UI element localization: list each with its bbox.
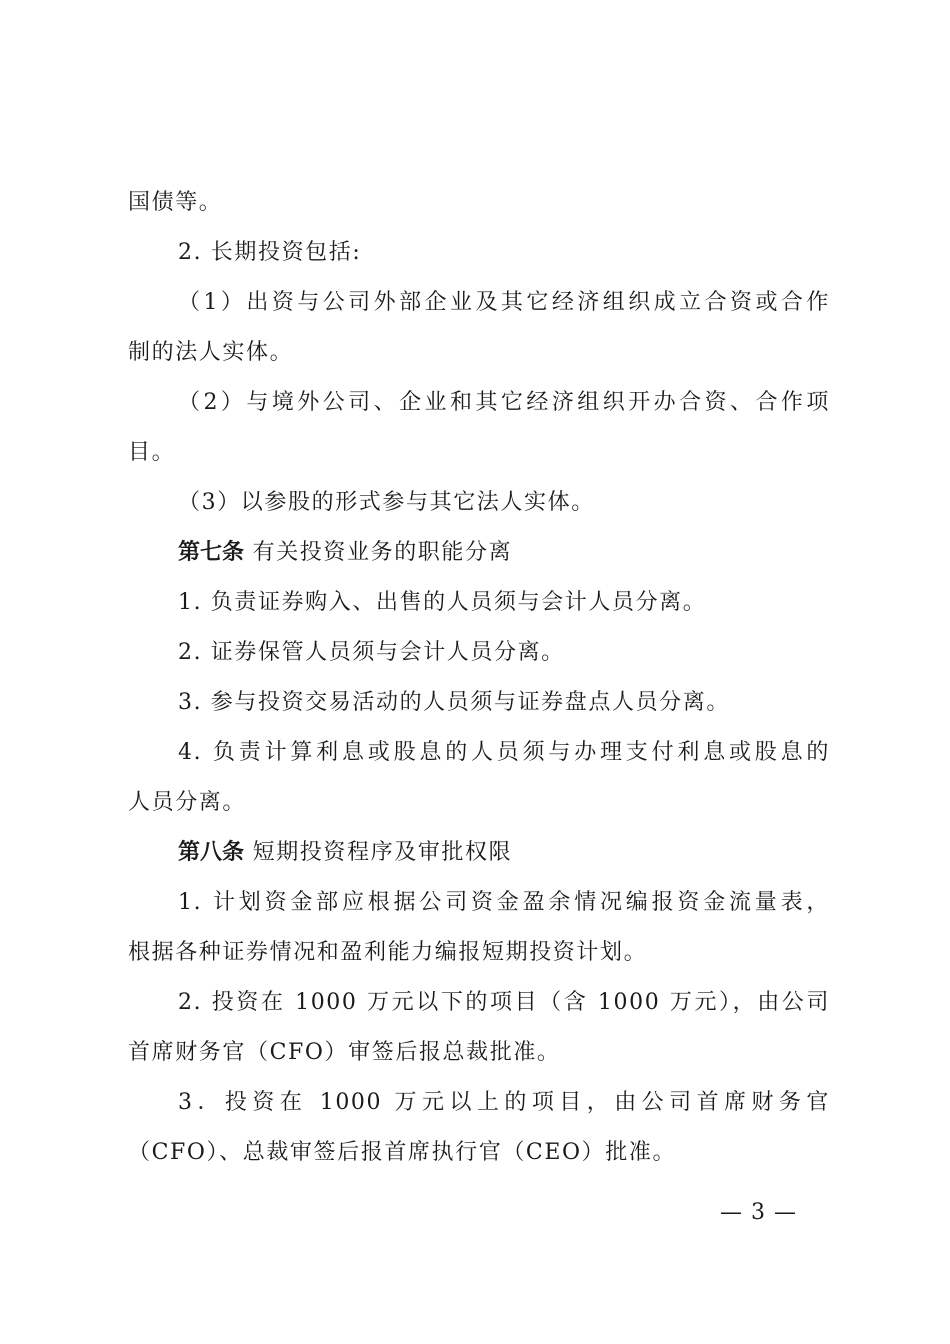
article-8-title: 短期投资程序及审批权限 <box>244 840 513 865</box>
article-8-item-1-cont: 根据各种证券情况和盈利能力编报短期投资计划。 <box>128 940 648 965</box>
text-line-item-3: （3）以参股的形式参与其它法人实体。 <box>178 490 595 515</box>
text-line-item-2-cont: 目。 <box>128 440 176 465</box>
article-7-heading-line <box>178 538 830 568</box>
article-7-item-2: 2. 证券保管人员须与会计人员分离。 <box>178 640 565 665</box>
article-8-item-2: 2. 投资在 1000 万元以下的项目（含 1000 万元），由公司 <box>178 990 830 1015</box>
article-8-item-3: 3．投资在 1000 万元以上的项目，由公司首席财务官 <box>178 1090 830 1115</box>
article-7-item-3: 3. 参与投资交易活动的人员须与证券盘点人员分离。 <box>178 690 730 715</box>
text-line-item-1-cont: 制的法人实体。 <box>128 340 294 365</box>
article-7-title: 有关投资业务的职能分离 <box>244 540 513 565</box>
article-8-item-1: 1. 计划资金部应根据公司资金盈余情况编报资金流量表， <box>178 890 830 915</box>
text-line-long-term-heading: 2. 长期投资包括: <box>178 240 362 265</box>
article-8-heading-line <box>178 838 830 868</box>
text-line-item-2: （2）与境外公司、企业和其它经济组织开办合资、合作项 <box>178 390 830 415</box>
article-7-item-4-cont: 人员分离。 <box>128 790 247 815</box>
article-8-item-2-cont: 首席财务官（CFO）审签后报总裁批准。 <box>128 1040 561 1065</box>
article-8-item-3-cont: （CFO）、总裁审签后报首席执行官（CEO）批准。 <box>128 1140 677 1165</box>
article-8-label: 第八条 <box>178 840 245 865</box>
text-line-item-1: （1）出资与公司外部企业及其它经济组织成立合资或合作 <box>178 290 830 315</box>
article-7-item-4: 4. 负责计算利息或股息的人员须与办理支付利息或股息的 <box>178 740 830 765</box>
article-7-item-1: 1. 负责证券购入、出售的人员须与会计人员分离。 <box>178 590 707 615</box>
article-7-label: 第七条 <box>178 540 245 565</box>
page-number: — 3 — <box>720 1200 797 1225</box>
text-line-continuation: 国债等。 <box>128 190 223 215</box>
